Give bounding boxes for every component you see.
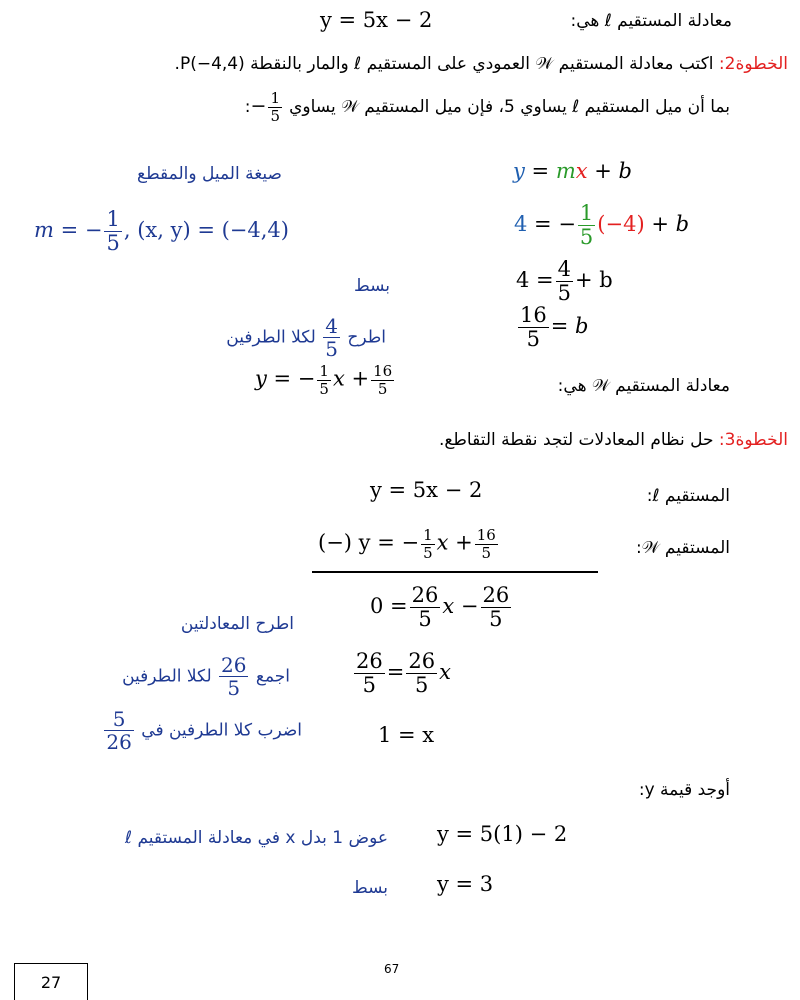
sub-eq xyxy=(370,584,513,631)
sys-w-mid: x + xyxy=(436,530,473,555)
mult-den: 26 xyxy=(106,730,132,754)
page-box: 27 xyxy=(14,963,88,1000)
add-eq-n1: 26 xyxy=(356,649,383,673)
subst-eq: = − xyxy=(527,212,576,237)
subtract-tail: = b xyxy=(550,314,589,339)
subst-val: (−4) xyxy=(597,212,645,237)
slope-sentence-text: بما أن ميل المستقيم ℓ يساوي 5، فإن ميل المستقيم 𝒲 يساوي xyxy=(289,97,730,117)
add-note xyxy=(122,654,290,699)
add-eq-d1: 5 xyxy=(362,673,377,698)
w-eq-n1: 1 xyxy=(319,362,329,380)
simplify1-eq xyxy=(516,258,613,305)
subst-tail: + b xyxy=(644,212,690,237)
sys-w-d2: 5 xyxy=(481,543,492,562)
subst-y-eq: y = 5(1) − 2 xyxy=(437,822,568,846)
add-den: 5 xyxy=(227,676,241,700)
step2-label: الخطوة2: xyxy=(718,54,788,74)
sys-w-label: المستقيم 𝒲: xyxy=(635,538,730,558)
given-m-den: 5 xyxy=(106,231,120,256)
sys-w-pre: (−) y = − xyxy=(318,530,420,555)
find-y: أوجد قيمة y: xyxy=(638,780,730,800)
step3-text: حل نظام المعادلات لتجد نقطة التقاطع. xyxy=(438,430,719,450)
subtract-num: 4 xyxy=(325,314,338,338)
sys-w-n1: 1 xyxy=(423,526,433,544)
add-eq-tail: x xyxy=(439,660,451,685)
sub-eq-note: اطرح المعادلتين xyxy=(180,614,294,634)
subtract-note xyxy=(226,315,386,360)
w-eq-d1: 5 xyxy=(319,379,329,398)
form-equation: y = mx + b xyxy=(513,159,632,183)
subst-lhs: 4 xyxy=(514,212,528,237)
sub-eq-d1: 5 xyxy=(418,607,432,632)
simplify1-lhs: 4 = xyxy=(516,268,554,293)
add-note-pre: اجمع xyxy=(255,666,290,687)
sub-eq-pre: 0 = xyxy=(370,594,408,619)
add-eq-d2: 5 xyxy=(415,673,429,698)
step3-label: الخطوة3: xyxy=(718,430,788,450)
add-note-post: لكلا الطرفين xyxy=(122,666,212,687)
add-num: 26 xyxy=(221,653,247,677)
sub-eq-n1: 26 xyxy=(411,583,439,607)
subtract-note-post: لكلا الطرفين xyxy=(226,327,316,348)
step2-row xyxy=(175,54,788,74)
sys-w-eq xyxy=(318,527,500,561)
substitution xyxy=(514,202,689,249)
subtract-eq xyxy=(516,304,588,351)
simplify1-num: 4 xyxy=(557,257,572,281)
add-eq xyxy=(352,650,451,697)
sys-w-n2: 16 xyxy=(476,526,496,544)
w-eq-d2: 5 xyxy=(377,379,388,398)
simplify1-note: بسط xyxy=(353,276,390,296)
final-note: بسط xyxy=(351,878,388,898)
final-eq: y = 3 xyxy=(437,872,494,896)
w-equation xyxy=(255,363,396,397)
w-eq-mid: x + xyxy=(332,366,370,391)
subtract-note-pre: اطرح xyxy=(347,327,386,348)
sys-l-eq: y = 5x − 2 xyxy=(370,478,483,502)
l-equation-row xyxy=(320,8,432,32)
simplify1-tail: + b xyxy=(575,268,613,293)
w-slope-value: − $\frac{1}{5}$ xyxy=(250,89,280,125)
slope-sentence-tail: : xyxy=(244,97,251,117)
w-equation-label: معادلة المستقيم 𝒲 هي: xyxy=(557,376,730,396)
step2-text: اكتب معادلة المستقيم 𝒲 العمودي على المستقيم ℓ والمار بالنقطة P(−4,4). xyxy=(174,54,719,74)
form-note: صيغة الميل والمقطع xyxy=(137,164,282,184)
sub-eq-mid: x − xyxy=(442,594,479,619)
step3-row xyxy=(439,430,788,450)
add-eq-n2: 26 xyxy=(408,649,436,673)
mult-eq: 1 = x xyxy=(378,723,435,747)
add-eq-mid: = xyxy=(386,660,405,685)
given-m-num: 1 xyxy=(106,207,120,231)
mult-note-text: اضرب كلا الطرفين في xyxy=(141,720,302,741)
sub-eq-d2: 5 xyxy=(489,607,503,632)
slope-sentence xyxy=(245,90,730,124)
w-eq-n2: 16 xyxy=(373,362,393,380)
page-number: 67 xyxy=(384,962,400,976)
sys-w-d1: 5 xyxy=(423,543,433,562)
mult-num: 5 xyxy=(104,708,133,731)
given-point: , (x, y) = (−4,4) xyxy=(123,218,289,243)
subtract-lden: 5 xyxy=(526,327,541,352)
subst-num: 1 xyxy=(579,201,594,225)
given-values: m = − $\frac{1}{5}$ , (x, y) = (−4,4) xyxy=(34,207,289,256)
subst-y-note: عوض 1 بدل x في معادلة المستقيم ℓ xyxy=(125,828,388,848)
l-equation-label: معادلة المستقيم ℓ هي: xyxy=(570,11,732,31)
sys-l-label: المستقيم ℓ: xyxy=(646,486,730,506)
subtract-den: 5 xyxy=(325,337,338,361)
w-eq-pre: y = − xyxy=(255,366,316,391)
subst-den: 5 xyxy=(579,225,594,250)
simplify1-den: 5 xyxy=(557,281,572,306)
mult-note xyxy=(102,708,302,753)
subtraction-rule xyxy=(312,571,598,573)
subtract-lnum: 16 xyxy=(520,303,547,327)
sub-eq-n2: 26 xyxy=(482,583,510,607)
l-equation: y = 5x − 2 xyxy=(320,8,433,32)
